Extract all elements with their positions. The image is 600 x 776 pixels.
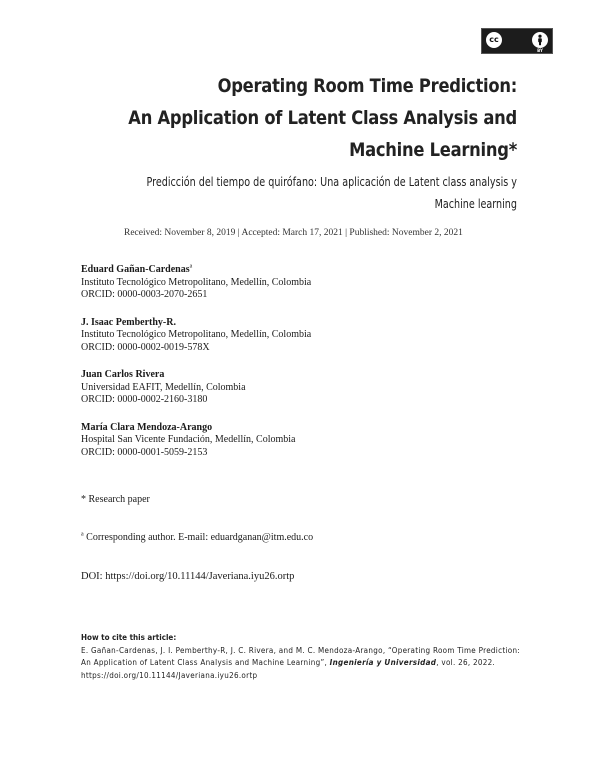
cite-heading: How to cite this article: (81, 633, 177, 642)
author-name: Juan Carlos Rivera (81, 369, 165, 380)
author-block (81, 264, 311, 302)
title-line-3: Machine Learning* (349, 139, 517, 161)
corresponding-author-text[interactable]: Corresponding author. E-mail: eduardganan@itm.edu.co (83, 532, 314, 543)
by-label: BY (537, 48, 543, 53)
cc-by-license-badge[interactable] (481, 28, 553, 54)
author-block (81, 422, 311, 460)
author-affiliation: Universidad EAFIT, Medellín, Colombia (81, 381, 246, 393)
publication-dates: Received: November 8, 2019 | Accepted: March 17, 2021 | Published: November 2, 2021 (124, 228, 463, 238)
cite-text-before: E. Gañan-Cardenas, J. I. Pemberthy-R, J. C. Rivera, and M. C. Mendoza-Arango, “Operating Room Time Prediction: An Application of Latent Class Analysis and Machine Learning”, (81, 645, 521, 667)
doi-line[interactable]: DOI: https://doi.org/10.11144/Javeriana.iyu26.ortp (81, 571, 295, 582)
author-block (81, 369, 311, 407)
research-paper-note: * Research paper (81, 494, 150, 505)
corresponding-author-note (81, 532, 313, 543)
author-name: J. Isaac Pemberthy-R. (81, 316, 176, 328)
author-name: María Clara Mendoza-Arango (81, 421, 213, 433)
by-person-icon (530, 30, 550, 50)
author-orcid[interactable]: ORCID: 0000-0003-2070-2651 (81, 289, 208, 300)
cite-text (81, 645, 521, 683)
cite-journal: Ingeniería y Universidad (329, 658, 437, 667)
corresponding-mark: a (189, 263, 193, 270)
title-line-2: An Application of Latent Class Analysis and (128, 107, 517, 129)
paper-title (121, 70, 517, 166)
subtitle-line-1: Predicción del tiempo de quirófano: Una aplicación de Latent class analysis y (146, 175, 518, 189)
cite-text-after[interactable]: , vol. 26, 2022. https://doi.org/10.11144/Javeriana.iyu26.ortp (81, 658, 496, 680)
spanish-title (117, 171, 517, 215)
author-affiliation: Hospital San Vicente Fundación, Medellín, Colombia (81, 434, 296, 445)
author-orcid[interactable]: ORCID: 0000-0002-0019-578X (81, 341, 210, 353)
author-affiliation: Instituto Tecnológico Metropolitano, Medellín, Colombia (81, 276, 312, 288)
author-name: Eduard Gañan-Cardenas (81, 264, 190, 275)
subtitle-line-2: Machine learning (434, 197, 517, 211)
author-list (81, 264, 311, 474)
how-to-cite (81, 632, 521, 682)
cc-icon: cc (484, 30, 504, 50)
author-affiliation: Instituto Tecnológico Metropolitano, Medellín, Colombia (81, 329, 312, 340)
author-orcid[interactable]: ORCID: 0000-0002-2160-3180 (81, 394, 208, 405)
corresponding-mark: a (81, 531, 84, 538)
author-block (81, 317, 311, 355)
title-line-1: Operating Room Time Prediction: (217, 75, 517, 97)
author-orcid[interactable]: ORCID: 0000-0001-5059-2153 (81, 446, 208, 458)
